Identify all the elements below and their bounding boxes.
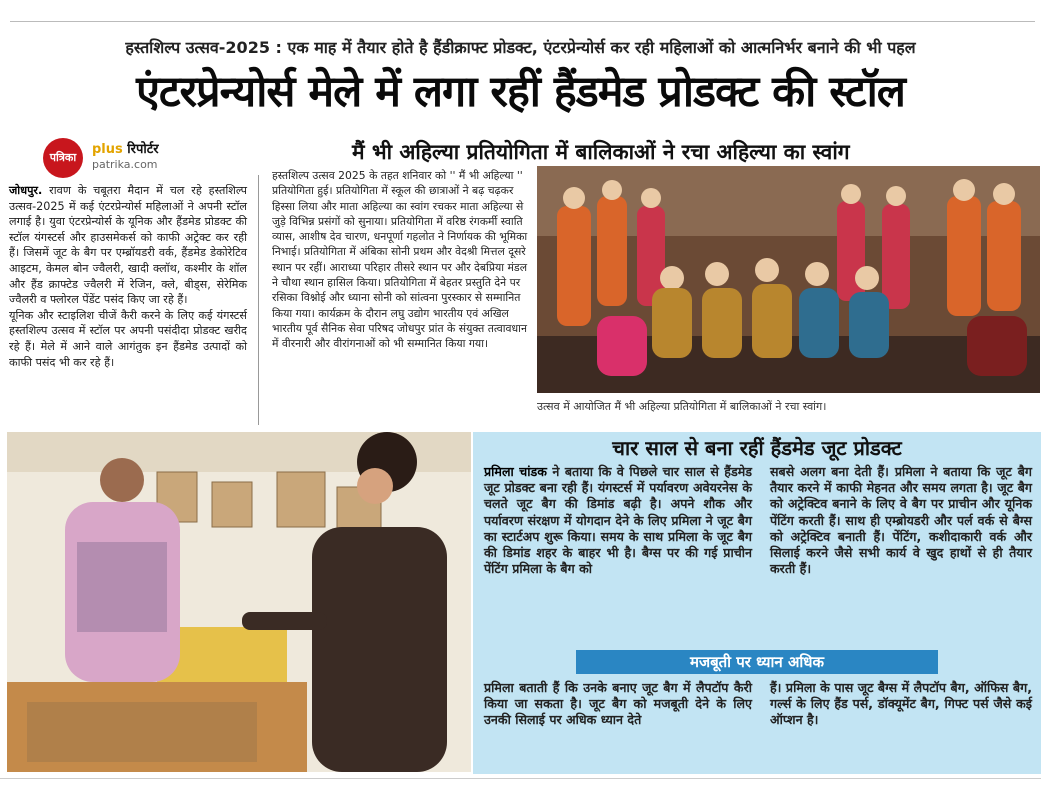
patrika-logo: पत्रिका <box>43 138 83 178</box>
jute-box-col-1 <box>484 464 752 577</box>
jute-box-col-4: हैं। प्रमिला के पास जूट बैग्स में लैपटॉप बैग, ऑफिस बैग, गर्ल्स के लिए हैंड पर्स, डॉक्यूमेंट बैग, गिफ्ट पर्स जैसे कई ऑप्शन है। <box>770 680 1032 728</box>
group-photo <box>537 166 1040 393</box>
jute-box-col-3: प्रमिला बताती हैं कि उनके बनाए जूट बैग में लैपटॉप कैरी किया जा सकता है। जूट बैग को मजबूती देने के लिए उनकी सिलाई पर अधिक ध्यान देते <box>484 680 752 728</box>
sub-headline: मैं भी अहिल्या प्रतियोगिता में बालिकाओं ने रचा अहिल्या का स्वांग <box>352 140 850 164</box>
dateline: जोधपुर. <box>9 184 43 197</box>
article-main-para-2: यूनिक और स्टाइलिश चीजें कैरी करने के लिए कई यंगस्टर्स हस्तशिल्प उत्सव में स्टॉल पर अपनी पसंदीदा प्रोडक्ट खरीद रहे हैं। मेले में आने वाले आगंतुक इन हैंडमेड उत्पादों को काफी पसंद भी कर रहे हैं। <box>9 308 247 369</box>
plus-reporter-label <box>92 139 159 157</box>
bottom-rule <box>0 778 1041 779</box>
strength-subheading-bar: मजबूती पर ध्यान अधिक <box>576 650 938 674</box>
ahilya-article-body: हस्तशिल्प उत्सव 2025 के तहत शनिवार को '' मैं भी अहिल्या '' प्रतियोगिता हुई। प्रतियोगिता में स्कूल की छात्राओं ने बढ़ चढ़कर हिस्सा लिया और माता अहिल्या का स्वांग रचकर माता अहिल्या से जुड़े विभिन्न प्रसंगों को सुनाया। प्रतियोगिता में वरिष्ठ रंगकर्मी स्वाति व्यास, आशीष देव चारण, धनपूर्णा गहलोत ने निर्णायक की भूमिका निभाई। प्रतियोगिता में अंबिका सोनी प्रथम और वेदश्री मित्तल दूसरे स्थान पर रहीं। आराध्या परिहार तीसरे स्थान पर और देबप्रिया मंडल ने चौथा स्थान हासिल किया। प्रतियोगिता में बेहतर प्रस्तुति देने पर रसिका विश्नोई और ध्याना सोनी को सांत्वना पुरस्कार से सम्मानित किया गया। कार्यक्रम के दौरान लघु उद्योग भारतीय एवं अखिल भारतीय पूर्व सैनिक सेवा परिषद जोधपुर प्रांत के संयुक्त तत्वावधान में वीरनारी और वीरांगनाओं को भी सम्मानित किया गया। <box>272 169 528 351</box>
kicker-line: हस्तशिल्प उत्सव-2025 : एक माह में तैयार होते है हैंडीक्राफ्ट प्रोडक्ट, एंटरप्रेन्योर्स कर रही महिलाओं को आत्मनिर्भर बनाने की भी पहल <box>125 38 916 57</box>
plus-word: plus <box>92 142 123 157</box>
stall-photo <box>7 432 471 772</box>
column-divider <box>258 175 259 425</box>
reporter-word: रिपोर्टर <box>127 142 159 157</box>
jute-box-heading: चार साल से बना रहीं हैंडमेड जूट प्रोडक्ट <box>612 436 902 460</box>
article-main-body <box>9 183 247 370</box>
article-main-para-1: रावण के चबूतरा मैदान में चल रहे हस्तशिल्प उत्सव-2025 में कई एंटरप्रेन्योर्स महिलाओं ने अपनी स्टॉल लगाई है। युवा एंटरप्रेन्योर्स के यूनिक और हैंडमेड प्रोडक्ट की स्टॉल यंगस्टर्स और हाउसमेकर्स को काफी अट्रेक्ट कर रही हैं। जिसमें जूट के बैग पर एम्ब्रॉयडरी वर्क, हैंडमेड डेकोरेटिव आइटम, केमल बोन ज्वैलरी, खादी क्लॉथ, कश्मीर के शॉल और हैंड क्राफ्टेड ज्वैलरी में रेजिन, क्ले, बीड्स, सेरेमिक ज्वैलरी व फ्लोरल पेंडेंट पसंद किए जा रहे हैं। <box>9 184 247 307</box>
top-rule <box>10 21 1035 22</box>
entrepreneur-name: प्रमिला चांडक <box>484 464 547 479</box>
jute-box-col-2: सबसे अलग बना देती हैं। प्रमिला ने बताया कि जूट बैग तैयार करने में काफी मेहनत और समय लगता है। जूट बैग को अट्रेक्टिव बनाने के लिए वे बैग पर प्राचीन और यूनिक पेंटिंग करती हैं। साथ ही एम्ब्रोयडरी और पर्ल वर्क से बैग्स को अट्रेक्टिव बनाती हैं। पेंटिंग, कशीदाकारी वर्क और सिलाई करने जैसे सभी कार्य वे खुद हाथों से ही तैयार करती हैं। <box>770 464 1032 577</box>
jute-box-col-1-text: ने बताया कि वे पिछले चार साल से हैंडमेड जूट प्रोडक्ट बना रही हैं। यंगस्टर्स में पर्यावरण अवेयरनेस के चलते जूट बैग की डिमांड बढ़ी है। अपने शौक और पर्यावरण संरक्षण में योगदान देने के लिए प्रमिला ने जूट बैग का स्टार्टअप शुरू किया। समय के साथ प्रमिला के जूट बैग की डिमांड शहर के बाहर भी है। बैग्स पर की गई प्राचीन पेंटिंग प्रमिला के बैग को <box>484 464 753 577</box>
site-name: patrika.com <box>92 158 158 171</box>
photo-caption: उत्सव में आयोजित मैं भी अहिल्या प्रतियोगिता में बालिकाओं ने रचा स्वांग। <box>537 400 827 413</box>
main-headline: एंटरप्रेन्योर्स मेले में लगा रहीं हैंडमेड प्रोडक्ट की स्टॉल <box>136 67 905 117</box>
